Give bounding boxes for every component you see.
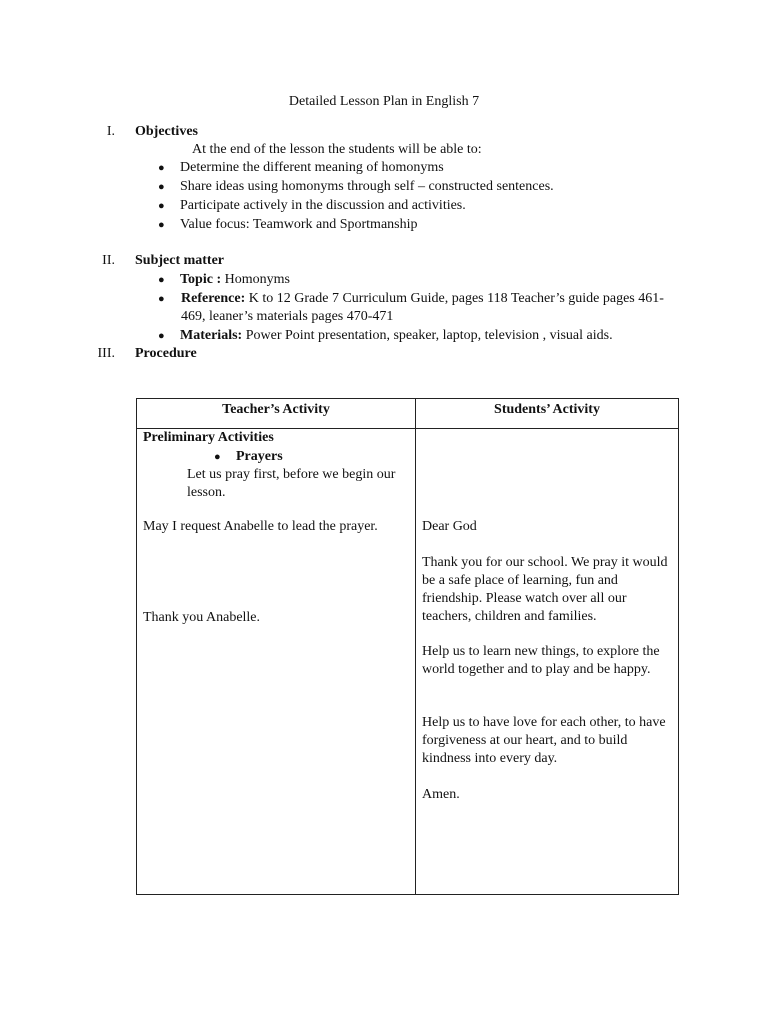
bullet-icon: ● <box>158 162 165 174</box>
column-divider <box>415 399 416 894</box>
section-title: Subject matter <box>135 253 225 268</box>
reference-bullet <box>158 290 180 308</box>
prayer-closing: Amen. <box>422 787 460 802</box>
reference-label: Reference: <box>181 291 246 306</box>
section-title: Procedure <box>135 346 197 361</box>
section-numeral: I. <box>106 124 115 139</box>
materials-item <box>158 327 613 345</box>
students-activity-header: Students’ Activity <box>494 402 600 417</box>
procedure-table <box>136 398 679 895</box>
reference-value: K to 12 Grade 7 Curriculum Guide, pages 118 Teacher’s guide pages 461-469, leaner’s materials pages 470-471 <box>181 291 664 324</box>
teacher-activity-header: Teacher’s Activity <box>222 402 330 417</box>
list-item: ● Share ideas using homonyms through self – constructed sentences. <box>158 179 554 194</box>
preliminary-activities-label: Preliminary Activities <box>143 430 274 445</box>
bullet-icon: ● <box>158 200 165 212</box>
pray-first-text: Let us pray first, before we begin our lesson. <box>187 467 396 500</box>
reference-item <box>181 290 686 326</box>
section-numeral: II. <box>102 253 115 268</box>
subject-matter-heading <box>0 252 768 270</box>
topic-label: Topic : <box>180 272 222 287</box>
bullet-icon: ● <box>214 451 221 463</box>
bullet-icon: ● <box>158 330 165 342</box>
request-text: May I request Anabelle to lead the prayer. <box>143 519 378 534</box>
materials-value: Power Point presentation, speaker, laptop, television , visual aids. <box>245 328 613 343</box>
list-item: ● Determine the different meaning of homonyms <box>158 160 444 175</box>
section-numeral: III. <box>97 346 115 361</box>
objectives-heading <box>0 123 768 141</box>
prayer-greeting: Dear God <box>422 519 477 534</box>
bullet-icon: ● <box>158 219 165 231</box>
list-item: ● Participate actively in the discussion and activities. <box>158 198 466 213</box>
section-title: Objectives <box>135 124 198 139</box>
topic-value: Homonyms <box>224 272 290 287</box>
list-item: ● Value focus: Teamwork and Sportmanship <box>158 217 418 232</box>
procedure-heading <box>0 345 768 363</box>
bullet-icon: ● <box>158 181 165 193</box>
thank-you-text: Thank you Anabelle. <box>143 610 261 625</box>
document-title: Detailed Lesson Plan in English 7 <box>288 94 480 109</box>
prayer-paragraph-2: Help us to learn new things, to explore the world together and to play and be happy. <box>422 644 660 677</box>
prayers-item <box>214 448 283 466</box>
objectives-intro: At the end of the lesson the students will be able to: <box>192 142 482 157</box>
topic-item <box>158 271 290 289</box>
prayer-paragraph-1: Thank you for our school. We pray it would be a safe place of learning, fun and friendship. Please watch over all our teachers, children and families. <box>422 555 668 624</box>
prayers-label: Prayers <box>236 449 283 464</box>
bullet-icon: ● <box>158 274 165 286</box>
bullet-icon: ● <box>158 293 165 305</box>
prayer-paragraph-3: Help us to have love for each other, to have forgiveness at our heart, and to build kindness into every day. <box>422 715 666 766</box>
materials-label: Materials: <box>180 328 243 343</box>
